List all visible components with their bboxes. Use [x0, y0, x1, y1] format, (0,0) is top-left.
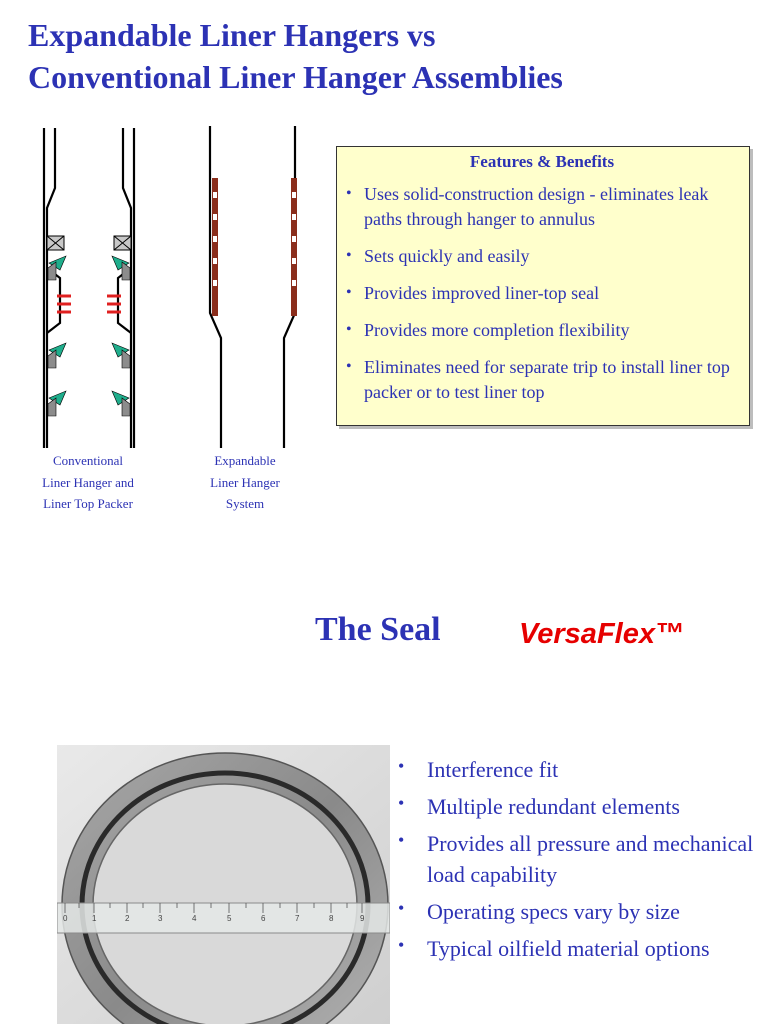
ruler-tick-label: 8	[329, 914, 334, 923]
ruler-tick-label: 9	[360, 914, 365, 923]
feature-text: Provides improved liner-top seal	[364, 283, 600, 303]
features-heading: Features & Benefits	[469, 152, 615, 171]
ruler-tick-label: 5	[227, 914, 232, 923]
seal-feature-text: Multiple redundant elements	[427, 794, 680, 819]
title-line-1: Expandable Liner Hangers vs	[28, 17, 436, 53]
seal-feature-item	[396, 791, 756, 822]
seal-feature-text: Interference fit	[427, 757, 559, 782]
seal-ring-photo	[57, 745, 390, 1024]
seal-feature-text: Operating specs vary by size	[427, 899, 680, 924]
bullet-icon: •	[346, 321, 352, 338]
feature-item	[345, 281, 739, 306]
ruler-tick-label: 6	[261, 914, 266, 923]
conventional-caption	[18, 450, 158, 515]
bullet-icon: •	[398, 935, 405, 955]
seal-feature-item	[396, 754, 756, 785]
ruler-tick-label: 7	[295, 914, 300, 923]
features-list	[345, 182, 739, 405]
bullet-icon: •	[398, 756, 405, 776]
liner-hanger-diagram	[20, 118, 320, 458]
feature-text: Provides more completion flexibility	[364, 320, 630, 340]
seal-feature-text: Typical oilfield material options	[427, 936, 710, 961]
conventional-packer-element	[57, 296, 121, 312]
bullet-icon: •	[346, 358, 352, 375]
conventional-caption-line-2: Liner Hanger and	[42, 474, 134, 490]
expandable-caption-line-1: Expandable	[214, 453, 276, 468]
feature-text: Sets quickly and easily	[364, 246, 530, 266]
conventional-hanger-slips	[47, 236, 131, 250]
seal-feature-item	[396, 933, 756, 964]
bullet-icon: •	[346, 284, 352, 301]
bullet-icon: •	[398, 830, 405, 850]
seal-feature-item	[396, 828, 756, 890]
ruler-tick-label: 3	[158, 914, 163, 923]
versaflex-brand-logo: VersaFlex™	[519, 618, 684, 650]
feature-item	[345, 182, 739, 232]
features-benefits-box	[336, 146, 750, 426]
expandable-caption-line-3: System	[225, 496, 265, 511]
conventional-caption-line-1: Conventional	[52, 453, 124, 468]
title-line-2: Conventional Liner Hanger Assemblies	[28, 59, 563, 95]
conventional-caption-line-3: Liner Top Packer	[43, 496, 133, 511]
seal-feature-item	[396, 896, 756, 927]
expandable-caption-line-2: Liner Hanger	[210, 474, 280, 490]
expandable-caption	[175, 450, 315, 515]
bullet-icon: •	[398, 898, 405, 918]
bullet-icon: •	[398, 793, 405, 813]
bullet-icon: •	[346, 247, 352, 264]
feature-item	[345, 318, 739, 343]
feature-item	[345, 355, 739, 405]
seal-feature-text: Provides all pressure and mechanical load capability	[427, 831, 754, 887]
ruler-tick-label: 0	[63, 914, 68, 923]
expandable-seal-band	[212, 178, 297, 316]
page-title	[28, 14, 563, 98]
seal-features-list	[396, 754, 756, 970]
ruler-tick-label: 4	[192, 914, 197, 923]
ruler-tick-label: 2	[125, 914, 130, 923]
expandable-liner-hanger-drawing	[210, 126, 295, 448]
feature-item	[345, 244, 739, 269]
bullet-icon: •	[346, 185, 352, 202]
feature-text: Uses solid-construction design - eliminates leak paths through hanger to annulus	[364, 184, 709, 229]
ruler-tick-label: 1	[92, 914, 97, 923]
ruler	[57, 903, 390, 933]
seal-heading: The Seal	[315, 611, 441, 648]
feature-text: Eliminates need for separate trip to install liner top packer or to test liner top	[364, 357, 730, 402]
